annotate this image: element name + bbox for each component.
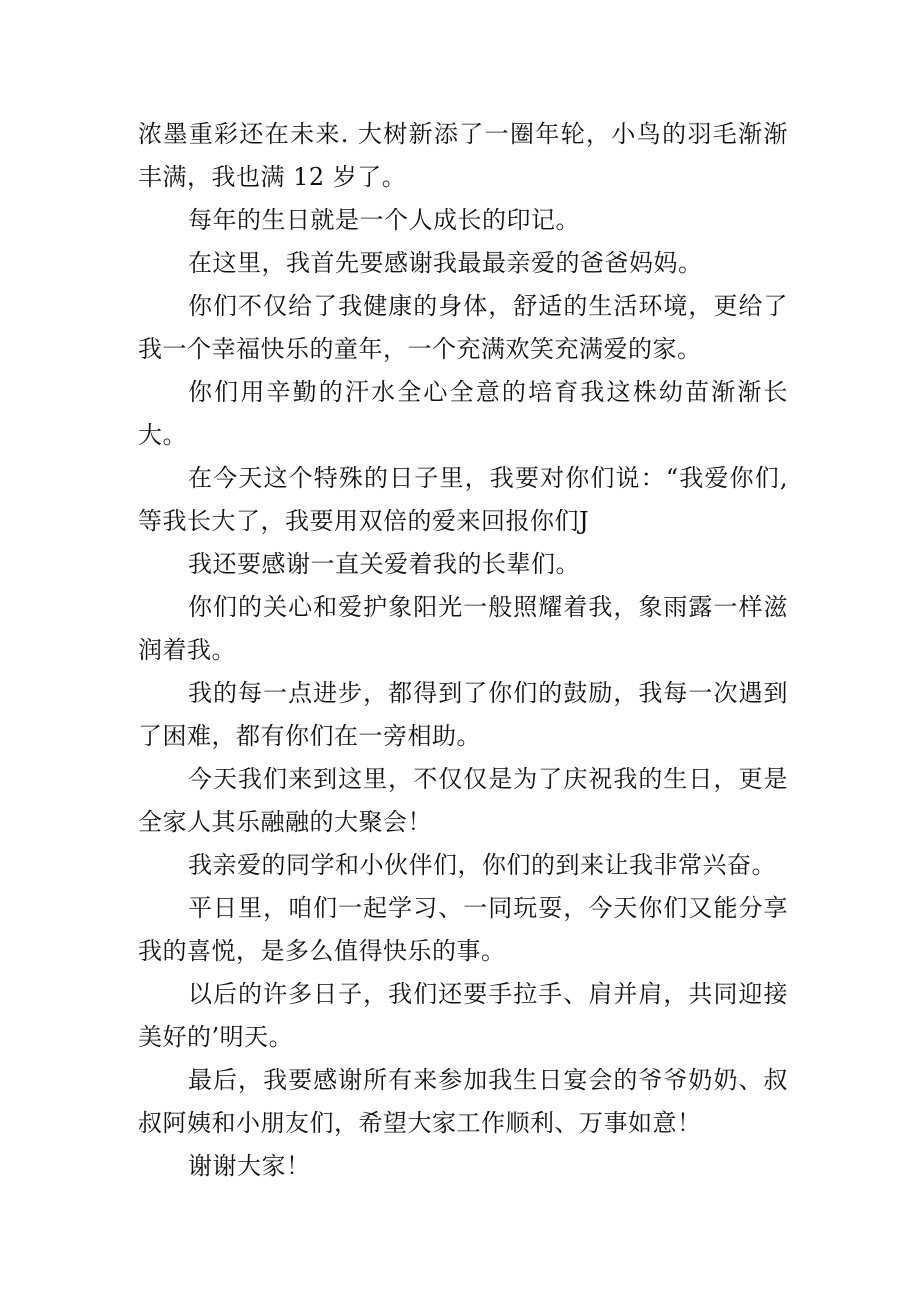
paragraph-15: 谢谢大家！ bbox=[188, 1152, 311, 1180]
paragraph-3: 在这里，我首先要感谢我最最亲爱的爸爸妈妈。 bbox=[188, 249, 703, 277]
document-body bbox=[138, 113, 788, 1188]
paragraph-6: 在今天这个特殊的日子里，我要对你们说：“我爱你们,等我长大了，我要用双倍的爱来回报你们J bbox=[138, 464, 788, 535]
paragraph-1: 浓墨重彩还在未来. 大树新添了一圈年轮，小鸟的羽毛渐渐丰满，我也满 12 岁了。 bbox=[138, 120, 788, 191]
paragraph-14: 最后，我要感谢所有来参加我生日宴会的爷爷奶奶、叔叔阿姨和小朋友们，希望大家工作顺利、万事如意！ bbox=[138, 1066, 788, 1137]
paragraph-12: 平日里，咱们一起学习、一同玩耍，今天你们又能分享我的喜悦，是多么值得快乐的事。 bbox=[138, 894, 788, 965]
paragraph-7: 我还要感谢一直关爱着我的长辈们。 bbox=[188, 550, 580, 578]
paragraph-5: 你们用辛勤的汗水全心全意的培育我这株幼苗渐渐长大。 bbox=[138, 378, 788, 449]
paragraph-4: 你们不仅给了我健康的身体，舒适的生活环境，更给了我一个幸福快乐的童年，一个充满欢笑充满爱的家。 bbox=[138, 292, 788, 363]
paragraph-10: 今天我们来到这里，不仅仅是为了庆祝我的生日，更是全家人其乐融融的大聚会！ bbox=[138, 765, 788, 836]
paragraph-11: 我亲爱的同学和小伙伴们，你们的到来让我非常兴奋。 bbox=[188, 851, 776, 879]
paragraph-8: 你们的关心和爱护象阳光一般照耀着我，象雨露一样滋润着我。 bbox=[138, 593, 788, 664]
paragraph-9: 我的每一点进步，都得到了你们的鼓励，我每一次遇到了困难，都有你们在一旁相助。 bbox=[138, 679, 788, 750]
paragraph-2: 每年的生日就是一个人成长的印记。 bbox=[188, 206, 580, 234]
paragraph-13: 以后的许多日子，我们还要手拉手、肩并肩，共同迎接美好的’明天。 bbox=[138, 980, 788, 1051]
